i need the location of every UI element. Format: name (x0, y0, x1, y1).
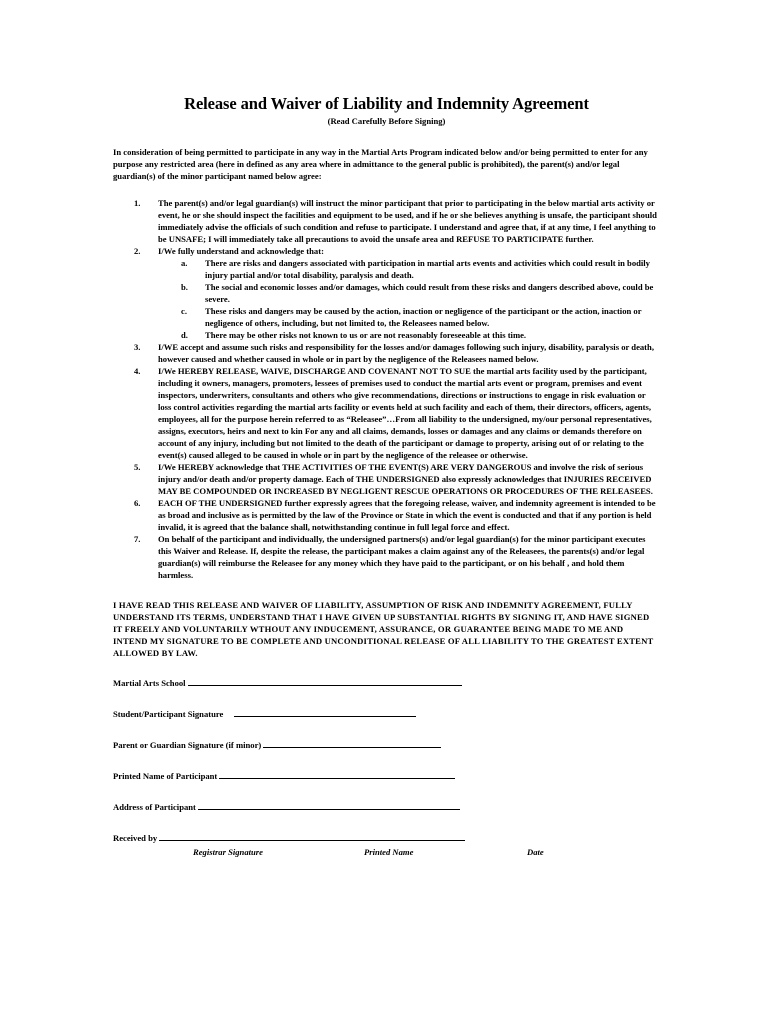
sub-item-text: There are risks and dangers associated with participation in martial arts events and activities which could result in bodily injury partial and/or total disability, paralysis and death. (205, 258, 650, 280)
sub-item-text: There may be other risks not known to us or are not reasonably foreseeable at this time. (205, 330, 527, 340)
received-by-line[interactable] (159, 831, 465, 841)
sub-list-item (113, 329, 660, 341)
list-item (113, 245, 660, 341)
item-number: 6. (134, 498, 141, 508)
acknowledgement-sublist (158, 257, 660, 341)
received-by-field (113, 831, 660, 844)
guardian-signature-line[interactable] (263, 738, 441, 748)
item-number: 4. (134, 366, 141, 376)
agreement-list (113, 197, 660, 581)
sub-item-text: The social and economic losses and/or damages, which could result from these risks and dangers described above, could be severe. (205, 282, 654, 304)
item-number: 2. (134, 246, 141, 256)
sub-list-item (113, 257, 660, 281)
printed-name-line[interactable] (219, 769, 455, 779)
item-text: The parent(s) and/or legal guardian(s) will instruct the minor participant that prior to participating in the below martial arts activity or event, he or she should inspect the facilities and equipment to be used, and if he or she believes anything is unsafe, the participant should immediately advise the officials of such condition and refuse to participate. I understand and agree that, if at any time, I feel anything to be UNSAFE; I will immediately take all precautions to avoid the unsafe area and REFUSE TO PARTICIPATE further. (158, 198, 657, 244)
item-number: 1. (134, 198, 141, 208)
item-text: I/WE accept and assume such risks and responsibility for the losses and/or damages following such injury, disability, paralysis or death, however caused and whether caused in whole or in part by the negligence of the Releasees named below. (158, 342, 654, 364)
declaration-paragraph: I HAVE READ THIS RELEASE AND WAIVER OF LIABILITY, ASSUMPTION OF RISK AND INDEMNITY AGREEMENT, FULLY UNDERSTAND ITS TERMS, UNDERSTAND THAT I HAVE GIVEN UP SUBSTANTIAL RIGHTS BY SIGNING IT, AND HAVE SIGNED IT FREELY AND VOLUNTARILY WTHOUT ANY INDUCEMENT, ASSURANCE, OR GUARANTEE BEING MADE TO ME AND INTEND MY SIGNATURE TO BE COMPLETE AND UNCONDITIONAL RELEASE OF ALL LIABILITY TO THE GREATEST EXTENT ALLOWED BY LAW. (113, 600, 654, 658)
student-signature-field (113, 707, 660, 720)
printed-name-field (113, 769, 660, 782)
school-label: Martial Arts School (113, 678, 186, 688)
list-item (113, 497, 660, 533)
sub-item-letter: d. (181, 330, 188, 340)
address-label: Address of Participant (113, 802, 196, 812)
sub-item-letter: b. (181, 282, 188, 292)
signature-captions (113, 844, 660, 856)
received-by-label: Received by (113, 833, 158, 843)
list-item (113, 197, 660, 245)
item-number: 5. (134, 462, 141, 472)
item-text: I/We HEREBY acknowledge that THE ACTIVITIES OF THE EVENT(S) ARE VERY DANGEROUS and involve the risk of serious injury and/or death and/or property damage. Each of THE UNDERSIGNED also expressly acknowledges that INJURIES RECEIVED MAY BE COMPOUNDED OR INCREASED BY NEGLIGENT RESCUE OPERATIONS OR PROCEDURES OF THE RELEASEES. (158, 462, 653, 496)
guardian-signature-label: Parent or Guardian Signature (if minor) (113, 740, 262, 750)
printed-name-caption: Printed Name (364, 847, 414, 857)
item-number: 7. (134, 534, 141, 544)
item-text: On behalf of the participant and individually, the undersigned partners(s) and/or legal guardian(s) for the minor participant executes this Waiver and Release. If, despite the release, the participant makes a claim against any of the Releasees, the parents(s) and/or legal guardian(s) will reimburse the Releasee for any money which they have paid to the participant, or on his behalf , and hold them harmless. (158, 534, 646, 580)
sub-item-letter: c. (181, 306, 187, 316)
school-field (113, 676, 660, 689)
sub-list-item (113, 305, 660, 329)
printed-name-label: Printed Name of Participant (113, 771, 218, 781)
address-line[interactable] (198, 800, 460, 810)
list-item (113, 533, 660, 581)
date-caption: Date (527, 847, 544, 857)
student-signature-label: Student/Participant Signature (113, 709, 224, 719)
registrar-signature-caption: Registrar Signature (193, 847, 263, 857)
page-title: Release and Waiver of Liability and Indemnity Agreement (184, 94, 589, 113)
student-signature-line[interactable] (234, 707, 416, 717)
sub-list-item (113, 281, 660, 305)
item-text: EACH OF THE UNDERSIGNED further expressly agrees that the foregoing release, waiver, and indemnity agreement is intended to be as broad and inclusive as is permitted by the law of the Province or State in which the event is conducted and that if any portion is held invalid, it is agreed that the balance shall, notwithstanding continue in full legal force and effect. (158, 498, 656, 532)
item-text: I/We HEREBY RELEASE, WAIVE, DISCHARGE AND COVENANT NOT TO SUE the martial arts facility used by the participant, including it owners, managers, promoters, lessees of premises used to conduct the martial arts event or program, premises and event inspectors, underwriters, consultants and others who give recommendations, directions or instructions to engage in risk evaluation or loss control activities regarding the martial arts facility or events held at such facility and each of them, their directors, officers, agents, employees, all for the purpose herein referred to as “Releasee”…From all liability to the undersigned, my/our personal representatives, assigns, executors, heirs and next to kin For any and all claims, demands, losses or damages and any claims or demands therefore on account of any injury, including but not limited to the death of the participant or damage to property, arising out of or relating to the event(s) caused alleged to be caused in whole or in part by the negligence of the releasee or otherwise. (158, 366, 652, 460)
guardian-signature-field (113, 738, 660, 751)
item-text: I/We fully understand and acknowledge that: (158, 246, 324, 256)
sub-item-letter: a. (181, 258, 188, 268)
intro-paragraph: In consideration of being permitted to participate in any way in the Martial Arts Program indicated below and/or being permitted to enter for any purpose any restricted area (here in defined as any area where in admittance to the general public is prohibited), the parent(s) and/or legal guardian(s) of the minor participant named below agree: (113, 147, 648, 181)
page-subtitle: (Read Carefully Before Signing) (327, 116, 446, 126)
list-item (113, 461, 660, 497)
sub-item-text: These risks and dangers may be caused by the action, inaction or negligence of the participant or the action, inaction or negligence of others, including, but not limited to, the Releasees named below. (205, 306, 642, 328)
list-item (113, 365, 660, 461)
address-field (113, 800, 660, 813)
school-input-line[interactable] (188, 676, 462, 686)
item-number: 3. (134, 342, 141, 352)
list-item (113, 341, 660, 365)
